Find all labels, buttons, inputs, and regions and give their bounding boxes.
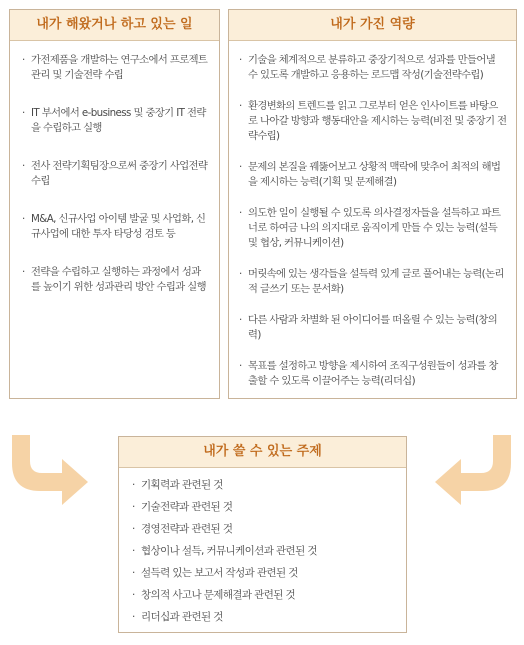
writing-topics-title: 내가 쓸 수 있는 주제 bbox=[119, 437, 406, 468]
bullet-dot: · bbox=[132, 567, 135, 579]
list-item bbox=[131, 522, 396, 537]
writing-topics-list bbox=[119, 468, 406, 625]
bullet-dot: · bbox=[239, 314, 242, 326]
bullet-dot: · bbox=[22, 213, 25, 225]
list-item bbox=[131, 544, 396, 559]
bullet-dot: · bbox=[22, 266, 25, 278]
list-item bbox=[21, 106, 208, 136]
list-item bbox=[21, 53, 208, 83]
list-item-text: 가전제품을 개발하는 연구소에서 프로젝트 관리 및 기술전략 수립 bbox=[31, 54, 208, 81]
list-item bbox=[238, 359, 507, 389]
list-item-text: 기술전략과 관련된 것 bbox=[141, 501, 233, 513]
list-item-text: 리더십과 관련된 것 bbox=[141, 611, 223, 623]
list-item bbox=[238, 160, 507, 190]
list-item bbox=[131, 500, 396, 515]
bullet-dot: · bbox=[239, 360, 242, 372]
list-item bbox=[238, 267, 507, 297]
list-item-text: 기획력과 관련된 것 bbox=[141, 479, 223, 491]
list-item-text: 머릿속에 있는 생각들을 설득력 있게 글로 풀어내는 능력(논리적 글쓰기 또는 문서화) bbox=[248, 268, 504, 295]
bullet-dot: · bbox=[239, 161, 242, 173]
list-item-text: 설득력 있는 보고서 작성과 관련된 것 bbox=[141, 567, 298, 579]
list-item-text: 목표를 설정하고 방향을 제시하여 조직구성원들이 성과를 창출할 수 있도록 이끌어주는 능력(리더십) bbox=[248, 360, 498, 387]
competency-title: 내가 가진 역량 bbox=[229, 10, 516, 41]
competency-panel bbox=[228, 9, 517, 399]
bullet-dot: · bbox=[132, 589, 135, 601]
bullet-dot: · bbox=[22, 160, 25, 172]
list-item-text: 전사 전략기획팀장으로써 중장기 사업전략 수립 bbox=[31, 160, 208, 187]
bullet-dot: · bbox=[132, 479, 135, 491]
competency-list bbox=[229, 41, 516, 389]
list-item-text: 기술을 체계적으로 분류하고 중장기적으로 성과를 만들어낼 수 있도록 개발하고 응용하는 로드맵 작성(기술전략수립) bbox=[248, 54, 496, 81]
list-item-text: 문제의 본질을 꿰뚫어보고 상황적 맥락에 맞추어 최적의 해법을 제시하는 능력(기획 및 문제해결) bbox=[248, 161, 501, 188]
list-item-text: 협상이나 설득, 커뮤니케이션과 관련된 것 bbox=[141, 545, 317, 557]
bullet-dot: · bbox=[22, 54, 25, 66]
writing-topics-panel bbox=[118, 436, 407, 633]
curved-arrow-down-right-icon bbox=[10, 433, 90, 505]
list-item bbox=[21, 159, 208, 189]
bullet-dot: · bbox=[239, 54, 242, 66]
list-item bbox=[238, 99, 507, 144]
bullet-dot: · bbox=[239, 100, 242, 112]
list-item bbox=[131, 610, 396, 625]
bullet-dot: · bbox=[22, 107, 25, 119]
list-item-text: M&A, 신규사업 아이템 발굴 및 사업화, 신규사업에 대한 투자 타당성 검토 등 bbox=[31, 213, 206, 240]
list-item-text: 창의적 사고나 문제해결과 관련된 것 bbox=[141, 589, 296, 601]
list-item bbox=[131, 478, 396, 493]
list-item bbox=[238, 206, 507, 251]
list-item bbox=[131, 588, 396, 603]
list-item-text: IT 부서에서 e-business 및 중장기 IT 전략을 수립하고 실행 bbox=[31, 107, 206, 134]
bullet-dot: · bbox=[132, 523, 135, 535]
bullet-dot: · bbox=[132, 501, 135, 513]
bullet-dot: · bbox=[239, 268, 242, 280]
curved-arrow-down-left-icon bbox=[433, 433, 513, 505]
current-work-title: 내가 해왔거나 하고 있는 일 bbox=[10, 10, 219, 41]
bullet-dot: · bbox=[239, 207, 242, 219]
list-item-text: 다른 사람과 차별화 된 아이디어를 떠올릴 수 있는 능력(창의력) bbox=[248, 314, 498, 341]
list-item bbox=[21, 212, 208, 242]
list-item bbox=[131, 566, 396, 581]
list-item bbox=[238, 53, 507, 83]
list-item bbox=[21, 265, 208, 295]
list-item-text: 경영전략과 관련된 것 bbox=[141, 523, 233, 535]
bullet-dot: · bbox=[132, 545, 135, 557]
list-item-text: 전략을 수립하고 실행하는 과정에서 성과를 높이기 위한 성과관리 방안 수립과 실행 bbox=[31, 266, 206, 293]
current-work-list bbox=[10, 41, 219, 295]
bullet-dot: · bbox=[132, 611, 135, 623]
list-item-text: 의도한 일이 실행될 수 있도록 의사결정자들을 설득하고 파트너로 하여금 나의 의지대로 움직이게 만들 수 있는 능력(설득 및 협상, 커뮤니케이션) bbox=[248, 207, 501, 249]
list-item-text: 환경변화의 트렌드를 읽고 그로부터 얻은 인사이트를 바탕으로 나아갈 방향과 행동대안을 제시하는 능력(비전 및 중장기 전략수립) bbox=[248, 100, 507, 142]
list-item bbox=[238, 313, 507, 343]
current-work-panel bbox=[9, 9, 220, 399]
